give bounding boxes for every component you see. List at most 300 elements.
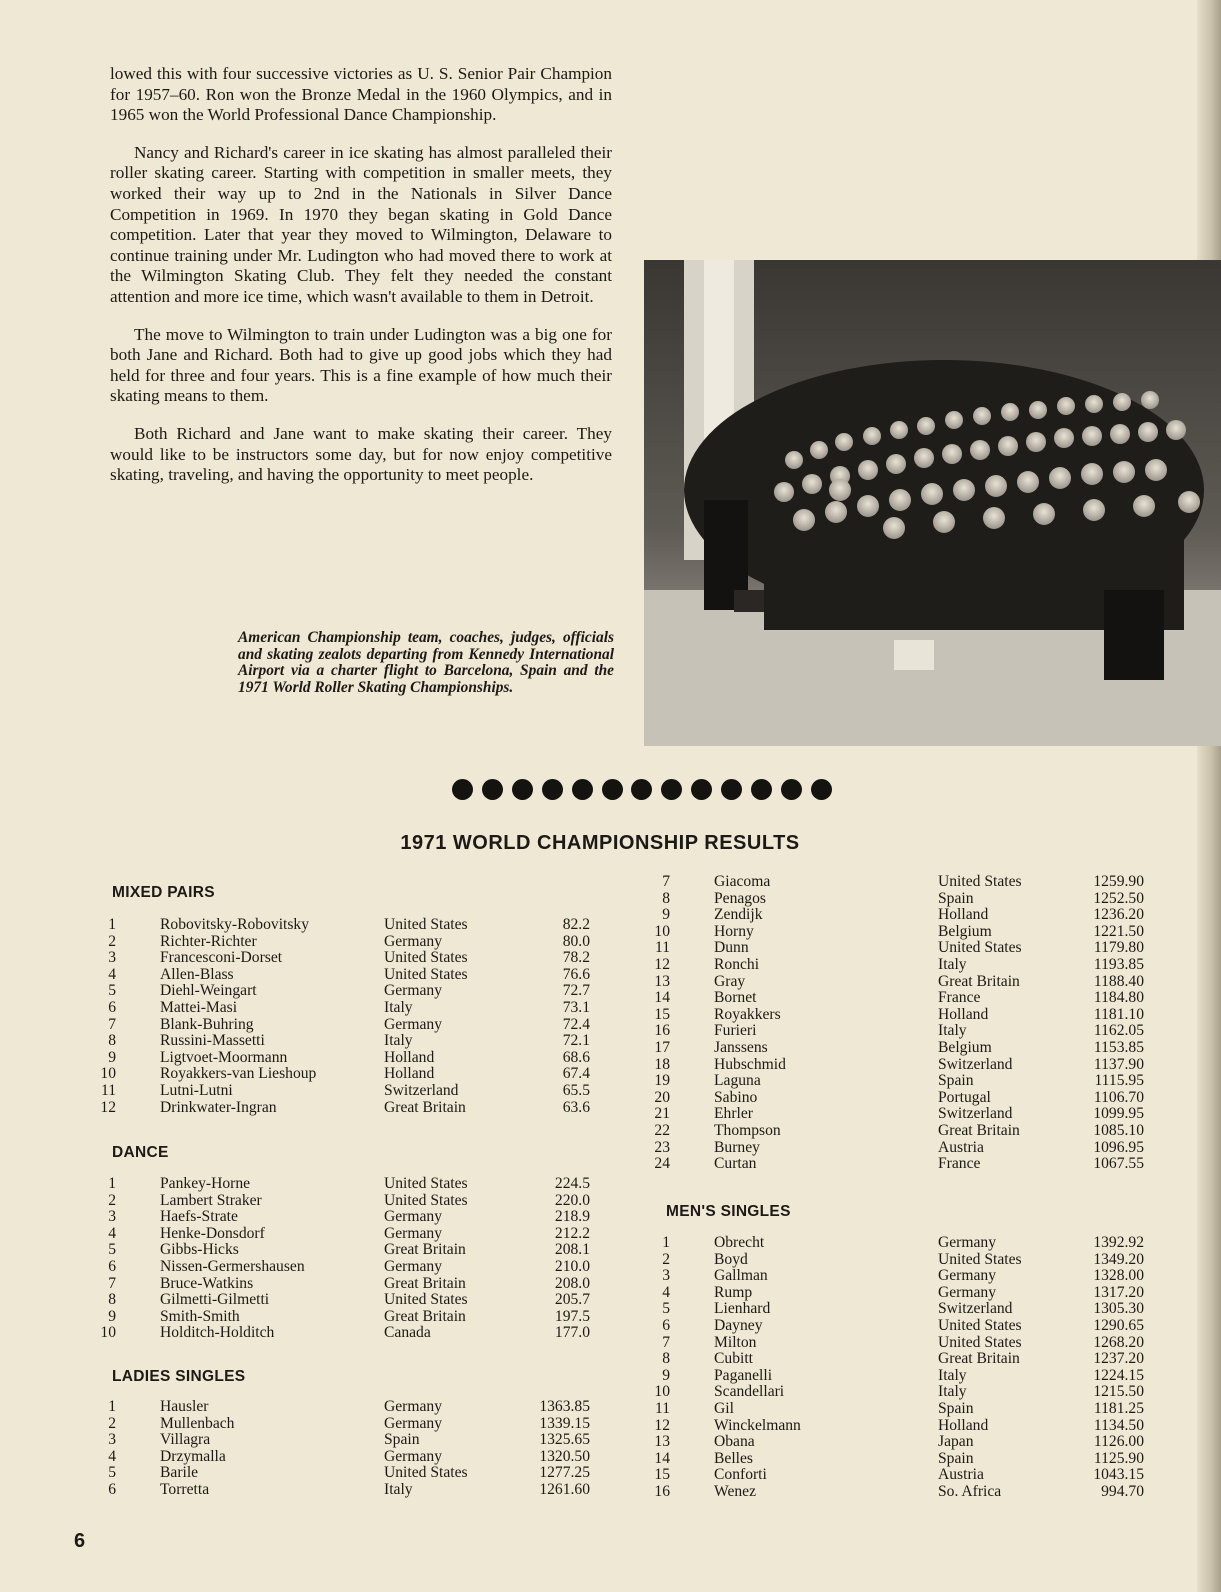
result-rank: 8 <box>662 889 670 907</box>
result-rank: 9 <box>108 1307 116 1325</box>
result-country: Great Britain <box>384 1098 466 1116</box>
result-skater-name: Obana <box>714 1433 755 1451</box>
divider-dot <box>781 779 802 800</box>
result-score: 208.0 <box>554 1274 590 1292</box>
result-rank: 9 <box>662 1366 670 1384</box>
result-skater-name: Ronchi <box>714 955 760 973</box>
result-skater-name: Russini-Massetti <box>160 1032 265 1050</box>
result-score: 63.6 <box>562 1098 590 1116</box>
result-row <box>656 1301 1156 1318</box>
result-skater-name: Gilmetti-Gilmetti <box>160 1291 270 1309</box>
divider-dot <box>631 779 652 800</box>
result-rank: 4 <box>108 965 116 983</box>
result-row <box>102 917 602 934</box>
result-score: 1237.20 <box>1093 1350 1144 1368</box>
result-country: Holland <box>938 906 989 924</box>
result-rank: 4 <box>108 1224 116 1242</box>
result-rank: 6 <box>108 998 116 1016</box>
result-skater-name: Cubitt <box>714 1350 753 1368</box>
result-row <box>656 1235 1156 1252</box>
result-skater-name: Gray <box>714 972 746 990</box>
result-row <box>656 1252 1156 1269</box>
result-country: Spain <box>938 1449 974 1467</box>
result-country: Great Britain <box>384 1307 466 1325</box>
result-row <box>102 1100 602 1117</box>
result-rank: 8 <box>108 1291 116 1309</box>
paragraph: Both Richard and Jane want to make skating their career. They would like to be instructors some day, but for now enjoy competitive skating, traveling, and having the opportunity to meet people. <box>110 423 612 485</box>
result-country: Switzerland <box>938 1300 1013 1318</box>
result-country: Belgium <box>938 1038 992 1056</box>
divider-dot <box>691 779 712 800</box>
result-skater-name: Robovitsky-Robovitsky <box>160 916 310 933</box>
result-rank: 1 <box>662 1234 670 1251</box>
result-rank: 18 <box>654 1055 670 1073</box>
result-row <box>656 1123 1156 1140</box>
result-skater-name: Bornet <box>714 989 757 1007</box>
result-country: United States <box>938 1333 1022 1351</box>
result-country: Switzerland <box>938 1055 1013 1073</box>
result-skater-name: Zendijk <box>714 906 763 924</box>
result-skater-name: Rump <box>714 1283 753 1301</box>
result-skater-name: Hausler <box>160 1398 209 1415</box>
result-skater-name: Gallman <box>714 1267 768 1285</box>
result-rank: 10 <box>654 922 670 940</box>
result-rank: 23 <box>654 1138 670 1156</box>
result-score: 1290.65 <box>1093 1316 1144 1334</box>
result-score: 205.7 <box>554 1291 590 1309</box>
result-country: Germany <box>938 1267 997 1285</box>
paragraph: The move to Wilmington to train under Ludington was a big one for both Jane and Richard. Both had to give up good jobs which they had held for three and four years. This is a fine example of how much their skating means to them. <box>110 324 612 406</box>
result-score: 1236.20 <box>1093 906 1144 924</box>
result-score: 1317.20 <box>1093 1283 1144 1301</box>
result-skater-name: Obrecht <box>714 1234 765 1251</box>
result-skater-name: Dunn <box>714 939 749 957</box>
result-row <box>656 1140 1156 1157</box>
result-skater-name: Belles <box>714 1449 753 1467</box>
result-skater-name: Dayney <box>714 1316 763 1334</box>
result-country: Germany <box>384 1257 443 1275</box>
result-country: Germany <box>938 1234 997 1251</box>
result-skater-name: Royakkers <box>714 1005 781 1023</box>
result-country: Italy <box>384 1480 413 1498</box>
result-row <box>102 1449 602 1466</box>
result-skater-name: Royakkers-van Lieshoup <box>160 1065 317 1083</box>
result-score: 82.2 <box>562 916 590 933</box>
result-country: Germany <box>384 932 443 950</box>
result-row <box>656 1351 1156 1368</box>
result-skater-name: Burney <box>714 1138 760 1156</box>
result-rank: 24 <box>654 1155 670 1173</box>
result-skater-name: Bruce-Watkins <box>160 1274 254 1292</box>
mens-singles-title: MEN'S SINGLES <box>666 1203 791 1220</box>
result-skater-name: Mattei-Masi <box>160 998 238 1016</box>
result-skater-name: Smith-Smith <box>160 1307 240 1325</box>
result-rank: 16 <box>654 1482 670 1500</box>
result-score: 65.5 <box>562 1081 590 1099</box>
result-country: United States <box>384 949 468 967</box>
ladies-singles-title: LADIES SINGLES <box>112 1368 246 1385</box>
dance-table <box>102 1176 602 1342</box>
result-rank: 14 <box>654 1449 670 1467</box>
result-skater-name: Conforti <box>714 1466 767 1484</box>
result-country: Italy <box>938 1383 967 1401</box>
result-country: Holland <box>384 1065 435 1083</box>
result-skater-name: Pankey-Horne <box>160 1175 251 1192</box>
result-country: United States <box>384 1291 468 1309</box>
team-photo <box>644 260 1221 746</box>
mixed-pairs-table <box>102 917 602 1116</box>
result-row <box>102 1399 602 1416</box>
result-country: Italy <box>938 955 967 973</box>
result-row <box>102 1276 602 1293</box>
result-skater-name: Ehrler <box>714 1105 753 1123</box>
result-row <box>656 1484 1156 1501</box>
result-rank: 13 <box>654 1433 670 1451</box>
result-row <box>656 974 1156 991</box>
result-skater-name: Horny <box>714 922 754 940</box>
result-country: United States <box>938 939 1022 957</box>
result-country: Spain <box>938 1072 974 1090</box>
result-country: United States <box>384 916 468 933</box>
result-row <box>656 891 1156 908</box>
result-country: Italy <box>384 998 413 1016</box>
divider-dot <box>452 779 473 800</box>
result-country: Austria <box>938 1466 984 1484</box>
result-country: Holland <box>384 1048 435 1066</box>
result-rank: 5 <box>108 1464 116 1482</box>
result-country: Great Britain <box>938 972 1020 990</box>
result-country: Italy <box>384 1032 413 1050</box>
result-row <box>656 1467 1156 1484</box>
divider-dot <box>751 779 772 800</box>
result-skater-name: Drzymalla <box>160 1447 226 1465</box>
result-skater-name: Barile <box>160 1464 199 1482</box>
divider-dot <box>602 779 623 800</box>
result-row <box>102 1050 602 1067</box>
article-body <box>110 64 612 503</box>
divider-dot <box>661 779 682 800</box>
result-rank: 5 <box>108 982 116 1000</box>
result-rank: 3 <box>662 1267 670 1285</box>
result-skater-name: Nissen-Germershausen <box>160 1257 305 1275</box>
result-score: 1392.92 <box>1093 1234 1144 1251</box>
result-score: 1181.25 <box>1093 1399 1144 1417</box>
results-heading: 1971 WORLD CHAMPIONSHIP RESULTS <box>400 832 800 854</box>
result-skater-name: Penagos <box>714 889 766 907</box>
result-country: United States <box>384 1191 468 1209</box>
result-score: 218.9 <box>554 1208 590 1226</box>
result-score: 210.0 <box>554 1257 590 1275</box>
result-score: 1261.60 <box>539 1480 590 1498</box>
result-row <box>102 950 602 967</box>
result-row <box>102 1242 602 1259</box>
result-skater-name: Drinkwater-Ingran <box>160 1098 277 1116</box>
result-score: 212.2 <box>554 1224 590 1242</box>
result-country: Holland <box>938 1416 989 1434</box>
result-row <box>102 1259 602 1276</box>
result-score: 1181.10 <box>1093 1005 1144 1023</box>
result-rank: 7 <box>662 873 670 890</box>
result-skater-name: Torretta <box>160 1480 210 1498</box>
result-skater-name: Allen-Blass <box>160 965 234 983</box>
ladies-singles-table <box>102 1399 602 1499</box>
result-skater-name: Giacoma <box>714 873 771 890</box>
result-skater-name: Holditch-Holditch <box>160 1324 275 1342</box>
result-rank: 3 <box>108 1208 116 1226</box>
result-row <box>656 1057 1156 1074</box>
result-rank: 21 <box>654 1105 670 1123</box>
result-country: Austria <box>938 1138 984 1156</box>
result-rank: 8 <box>108 1032 116 1050</box>
result-country: Great Britain <box>938 1350 1020 1368</box>
result-rank: 2 <box>662 1250 670 1268</box>
result-score: 1363.85 <box>539 1398 590 1415</box>
result-row <box>102 1176 602 1193</box>
result-country: France <box>938 1155 981 1173</box>
result-score: 1137.90 <box>1093 1055 1144 1073</box>
result-row <box>656 1040 1156 1057</box>
result-rank: 10 <box>654 1383 670 1401</box>
result-score: 78.2 <box>562 949 590 967</box>
result-rank: 3 <box>108 1431 116 1449</box>
result-score: 1125.90 <box>1093 1449 1144 1467</box>
result-rank: 12 <box>654 955 670 973</box>
result-country: Spain <box>938 1399 974 1417</box>
result-score: 1106.70 <box>1093 1088 1144 1106</box>
result-score: 1043.15 <box>1093 1466 1144 1484</box>
result-score: 1305.30 <box>1093 1300 1144 1318</box>
paragraph: Nancy and Richard's career in ice skating has almost paralleled their roller skating career. Starting with competition in smaller meets, they worked their way up to 2nd in the Nationals in Silver Dance Competition in 1969. In 1970 they began skating in Gold Dance competition. Later that year they moved to Wilmington, Delaware to continue training under Mr. Ludington who had moved there to work at the Wilmington Skating Club. They felt they needed the constant attention and more ice time, which wasn't available to them in Detroit. <box>110 142 612 306</box>
result-rank: 9 <box>108 1048 116 1066</box>
result-country: Germany <box>384 1015 443 1033</box>
result-skater-name: Francesconi-Dorset <box>160 949 283 967</box>
result-row <box>656 907 1156 924</box>
result-rank: 4 <box>662 1283 670 1301</box>
divider-dot <box>572 779 593 800</box>
result-country: United States <box>384 1175 468 1192</box>
result-score: 80.0 <box>562 932 590 950</box>
result-score: 1215.50 <box>1093 1383 1144 1401</box>
result-skater-name: Winckelmann <box>714 1416 801 1434</box>
result-rank: 15 <box>654 1005 670 1023</box>
result-skater-name: Wenez <box>714 1482 757 1500</box>
result-skater-name: Mullenbach <box>160 1414 235 1432</box>
result-country: Germany <box>384 1224 443 1242</box>
result-country: Germany <box>938 1283 997 1301</box>
result-score: 208.1 <box>554 1241 590 1259</box>
result-score: 1153.85 <box>1093 1038 1144 1056</box>
result-row <box>102 1292 602 1309</box>
result-row <box>656 1285 1156 1302</box>
paragraph: lowed this with four successive victories as U. S. Senior Pair Champion for 1957–60. Ron won the Bronze Medal in the 1960 Olympics, and in 1965 won the World Professional Dance Championship. <box>110 64 612 125</box>
result-country: Italy <box>938 1366 967 1384</box>
dance-title: DANCE <box>112 1144 169 1161</box>
result-row <box>102 983 602 1000</box>
result-row <box>656 1268 1156 1285</box>
result-row <box>656 1090 1156 1107</box>
result-row <box>656 1368 1156 1385</box>
result-score: 72.1 <box>562 1032 590 1050</box>
divider-dot <box>721 779 742 800</box>
result-score: 1184.80 <box>1093 989 1144 1007</box>
result-score: 67.4 <box>562 1065 590 1083</box>
result-score: 1259.90 <box>1093 873 1144 890</box>
result-country: France <box>938 989 981 1007</box>
result-row <box>656 1023 1156 1040</box>
result-rank: 17 <box>654 1038 670 1056</box>
result-rank: 15 <box>654 1466 670 1484</box>
result-country: Germany <box>384 1447 443 1465</box>
ladies-singles-continued-table <box>656 874 1156 1173</box>
result-rank: 7 <box>108 1015 116 1033</box>
result-country: United States <box>938 1316 1022 1334</box>
result-country: Germany <box>384 1414 443 1432</box>
result-skater-name: Curtan <box>714 1155 757 1173</box>
result-country: Belgium <box>938 922 992 940</box>
result-rank: 22 <box>654 1121 670 1139</box>
result-score: 1179.80 <box>1093 939 1144 957</box>
result-score: 1325.65 <box>539 1431 590 1449</box>
result-skater-name: Gil <box>714 1399 734 1417</box>
result-row <box>656 1418 1156 1435</box>
result-score: 1221.50 <box>1093 922 1144 940</box>
result-score: 1096.95 <box>1093 1138 1144 1156</box>
result-row <box>102 1325 602 1342</box>
result-score: 76.6 <box>562 965 590 983</box>
result-skater-name: Sabino <box>714 1088 758 1106</box>
result-rank: 4 <box>108 1447 116 1465</box>
result-score: 994.70 <box>1101 1482 1144 1500</box>
result-country: Holland <box>938 1005 989 1023</box>
result-score: 224.5 <box>554 1175 590 1192</box>
result-score: 72.4 <box>562 1015 590 1033</box>
result-rank: 6 <box>108 1480 116 1498</box>
result-row <box>656 1401 1156 1418</box>
result-rank: 3 <box>108 949 116 967</box>
result-row <box>102 1017 602 1034</box>
result-row <box>656 1434 1156 1451</box>
result-score: 1085.10 <box>1093 1121 1144 1139</box>
result-score: 73.1 <box>562 998 590 1016</box>
result-score: 1162.05 <box>1093 1022 1144 1040</box>
result-rank: 12 <box>654 1416 670 1434</box>
result-score: 1099.95 <box>1093 1105 1144 1123</box>
photo-caption: American Championship team, coaches, judges, officials and skating zealots departing from Kennedy International Airport via a charter flight to Barcelona, Spain and the 1971 World Roller Skating Championships. <box>238 629 614 696</box>
result-country: Switzerland <box>938 1105 1013 1123</box>
result-score: 68.6 <box>562 1048 590 1066</box>
result-score: 72.7 <box>562 982 590 1000</box>
result-score: 197.5 <box>554 1307 590 1325</box>
result-row <box>102 1000 602 1017</box>
result-skater-name: Boyd <box>714 1250 748 1268</box>
result-row <box>656 1073 1156 1090</box>
result-rank: 14 <box>654 989 670 1007</box>
result-skater-name: Furieri <box>714 1022 757 1040</box>
result-row <box>656 874 1156 891</box>
result-score: 1277.25 <box>539 1464 590 1482</box>
result-rank: 5 <box>662 1300 670 1318</box>
result-skater-name: Hubschmid <box>714 1055 786 1073</box>
result-skater-name: Lienhard <box>714 1300 771 1318</box>
result-skater-name: Janssens <box>714 1038 768 1056</box>
result-country: Spain <box>938 889 974 907</box>
result-score: 1320.50 <box>539 1447 590 1465</box>
result-skater-name: Laguna <box>714 1072 761 1090</box>
result-row <box>656 1106 1156 1123</box>
result-score: 1115.95 <box>1094 1072 1144 1090</box>
result-row <box>656 1318 1156 1335</box>
result-country: United States <box>938 873 1022 890</box>
result-rank: 1 <box>108 1175 116 1192</box>
result-score: 1328.00 <box>1093 1267 1144 1285</box>
page-number: 6 <box>74 1530 86 1552</box>
result-skater-name: Haefs-Strate <box>160 1208 238 1226</box>
result-country: Spain <box>384 1431 420 1449</box>
result-skater-name: Lutni-Lutni <box>160 1081 233 1099</box>
result-row <box>102 1193 602 1210</box>
section-divider-dots <box>452 775 832 803</box>
result-score: 1134.50 <box>1093 1416 1144 1434</box>
result-row <box>656 1156 1156 1173</box>
result-rank: 6 <box>662 1316 670 1334</box>
result-rank: 1 <box>108 1398 116 1415</box>
result-score: 177.0 <box>554 1324 590 1342</box>
result-row <box>102 1209 602 1226</box>
result-country: Great Britain <box>384 1241 466 1259</box>
result-skater-name: Henke-Donsdorf <box>160 1224 265 1242</box>
result-rank: 1 <box>108 916 116 933</box>
result-skater-name: Lambert Straker <box>160 1191 262 1209</box>
result-score: 1224.15 <box>1093 1366 1144 1384</box>
result-row <box>102 967 602 984</box>
result-rank: 20 <box>654 1088 670 1106</box>
result-row <box>102 1083 602 1100</box>
mens-singles-table <box>656 1235 1156 1501</box>
mixed-pairs-title: MIXED PAIRS <box>112 884 215 901</box>
result-rank: 16 <box>654 1022 670 1040</box>
result-row <box>656 1007 1156 1024</box>
result-score: 1339.15 <box>539 1414 590 1432</box>
divider-dot <box>482 779 503 800</box>
result-row <box>656 1384 1156 1401</box>
result-score: 1268.20 <box>1093 1333 1144 1351</box>
result-rank: 10 <box>100 1065 116 1083</box>
result-row <box>656 1451 1156 1468</box>
result-skater-name: Milton <box>714 1333 757 1351</box>
result-country: Great Britain <box>384 1274 466 1292</box>
result-skater-name: Diehl-Weingart <box>160 982 257 1000</box>
result-row <box>656 924 1156 941</box>
divider-dot <box>542 779 563 800</box>
result-country: So. Africa <box>938 1482 1002 1500</box>
result-score: 1067.55 <box>1093 1155 1144 1173</box>
result-rank: 7 <box>662 1333 670 1351</box>
result-rank: 7 <box>108 1274 116 1292</box>
result-country: Japan <box>938 1433 974 1451</box>
result-row <box>102 1482 602 1499</box>
result-country: Italy <box>938 1022 967 1040</box>
result-row <box>102 1309 602 1326</box>
result-skater-name: Thompson <box>714 1121 781 1139</box>
result-row <box>102 1465 602 1482</box>
result-rank: 11 <box>654 939 670 957</box>
result-rank: 2 <box>108 1191 116 1209</box>
result-rank: 12 <box>100 1098 116 1116</box>
result-skater-name: Blank-Buhring <box>160 1015 254 1033</box>
result-score: 220.0 <box>554 1191 590 1209</box>
result-rank: 10 <box>100 1324 116 1342</box>
result-score: 1349.20 <box>1093 1250 1144 1268</box>
